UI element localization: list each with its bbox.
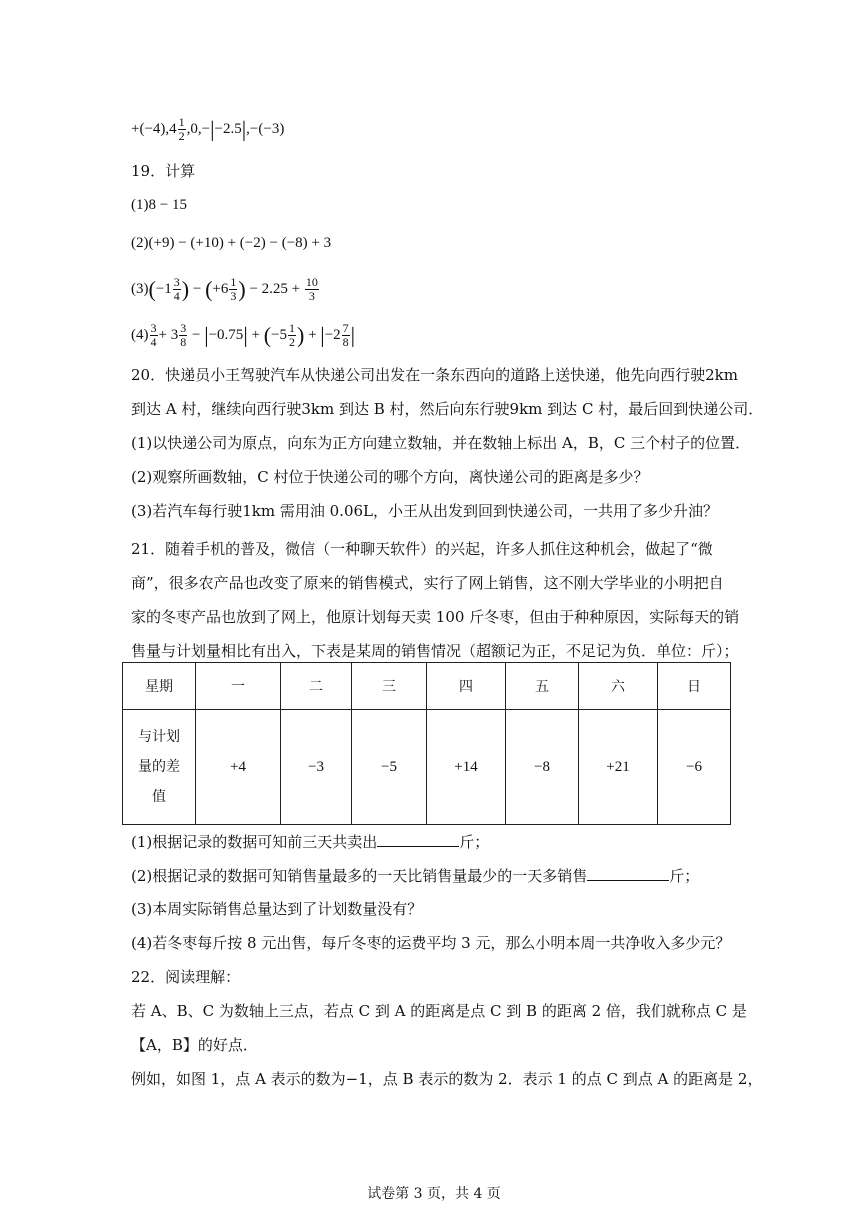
q22-line-2: 【A，B】的好点． — [131, 1036, 258, 1054]
day-cell: 三 — [352, 663, 427, 710]
q19-part-3: (3)(−1 $\frac{3}{4}$ ) − (+6 $\frac{1}{3}$ ) − 2.25 + $\frac{10}{3}$ — [131, 275, 318, 303]
q21-sub-1: (1)根据记录的数据可知前三天共卖出 斤； — [131, 830, 489, 853]
number-3: 0 — [190, 120, 198, 137]
number-4: −2.5 — [214, 120, 242, 137]
q21-sub-4: (4)若冬枣每斤按 8 元出售，每斤冬枣的运费平均 3 元，那么小明本周一共净收入多少元？ — [131, 934, 731, 952]
q20-line-2: 到达 A 村，继续向西行驶3km 到达 B 村，然后向东行驶9km 到达 C 村，最后回到快递公司． — [131, 400, 764, 418]
q21-line-4: 售量与计划量相比有出入，下表是某周的销售情况（超额记为正，不足记为负．单位：斤）； — [131, 642, 739, 660]
value-cell: −3 — [281, 710, 352, 825]
q21-line-1: 21．随着手机的普及，微信（一种聊天软件）的兴起，许多人抓住这种机会，做起了“微 — [131, 540, 713, 558]
header-label: 星期 — [123, 663, 196, 710]
value-cell: −5 — [352, 710, 427, 825]
number-1: +(−4) — [131, 120, 166, 137]
q19-part-2: (2)(+9) − (+10) + (−2) − (−8) + 3 — [131, 235, 332, 251]
q19-part-1: (1)8 − 15 — [131, 197, 187, 213]
row-label: 与计划 量的差 值 — [123, 710, 196, 825]
q22-line-3: 例如，如图 1，点 A 表示的数为−1，点 B 表示的数为 2．表示 1 的点 C 到点 A 的距离是 2， — [131, 1070, 763, 1088]
q22-title: 22．阅读理解： — [131, 968, 241, 986]
q20-sub-2: (2)观察所画数轴，C 村位于快递公司的哪个方向，离快递公司的距离是多少？ — [131, 468, 649, 486]
q21-line-3: 家的冬枣产品也放到了网上，他原计划每天卖 100 斤冬枣，但由于种种原因，实际每天的销 — [131, 608, 740, 626]
sales-table — [122, 662, 731, 825]
answer-blank[interactable] — [587, 864, 669, 881]
q21-sub-2: (2)根据记录的数据可知销售量最多的一天比销售量最少的一天多销售 斤； — [131, 864, 699, 887]
q20-sub-1: (1)以快递公司为原点，向东为正方向建立数轴，并在数轴上标出 A，B，C 三个村子的位置． — [131, 434, 751, 452]
q19-part-4: (4) $\frac{3}{4}$ + 3 $\frac{3}{8}$ − |−0.75| + (−5 $\frac{1}{2}$ ) + |−2 $\frac{7}{8}$ | — [131, 321, 356, 349]
day-cell: 日 — [658, 663, 731, 710]
page-footer: 试卷第 3 页，共 4 页 — [367, 1186, 501, 1202]
day-cell: 六 — [579, 663, 658, 710]
value-cell: +4 — [196, 710, 281, 825]
value-cell: +21 — [579, 710, 658, 825]
day-cell: 四 — [427, 663, 506, 710]
number-5: −(−3) — [249, 120, 285, 137]
value-cell: −8 — [506, 710, 579, 825]
day-cell: 五 — [506, 663, 579, 710]
q20-line-1: 20．快递员小王驾驶汽车从快递公司出发在一条东西向的道路上送快递，他先向西行驶2km — [131, 366, 738, 384]
answer-blank[interactable] — [377, 830, 459, 847]
q22-line-1: 若 A、B、C 为数轴上三点，若点 C 到 A 的距离是点 C 到 B 的距离 2 倍，我们就称点 C 是 — [131, 1002, 747, 1020]
table-header-row — [123, 663, 731, 710]
number-2-fraction: $\frac{1}{2}$ — [178, 115, 185, 143]
number-2-whole: 4 — [169, 120, 177, 137]
day-cell: 一 — [196, 663, 281, 710]
value-cell: −6 — [658, 710, 731, 825]
table-row — [123, 710, 731, 825]
value-cell: +14 — [427, 710, 506, 825]
day-cell: 二 — [281, 663, 352, 710]
q21-line-2: 商”，很多农产品也改变了原来的销售模式，实行了网上销售，这不刚大学毕业的小明把自 — [131, 574, 724, 592]
q19-title: 19．计算 — [131, 162, 196, 180]
q18-number-list: +(−4),4 $\frac{1}{2}$ ,0,−|−2.5|,−(−3) — [131, 115, 285, 143]
q21-sub-3: (3)本周实际销售总量达到了计划数量没有？ — [131, 900, 423, 918]
q20-sub-3: (3)若汽车每行驶1km 需用油 0.06L，小王从出发到回到快递公司，一共用了多少升油？ — [131, 502, 719, 520]
